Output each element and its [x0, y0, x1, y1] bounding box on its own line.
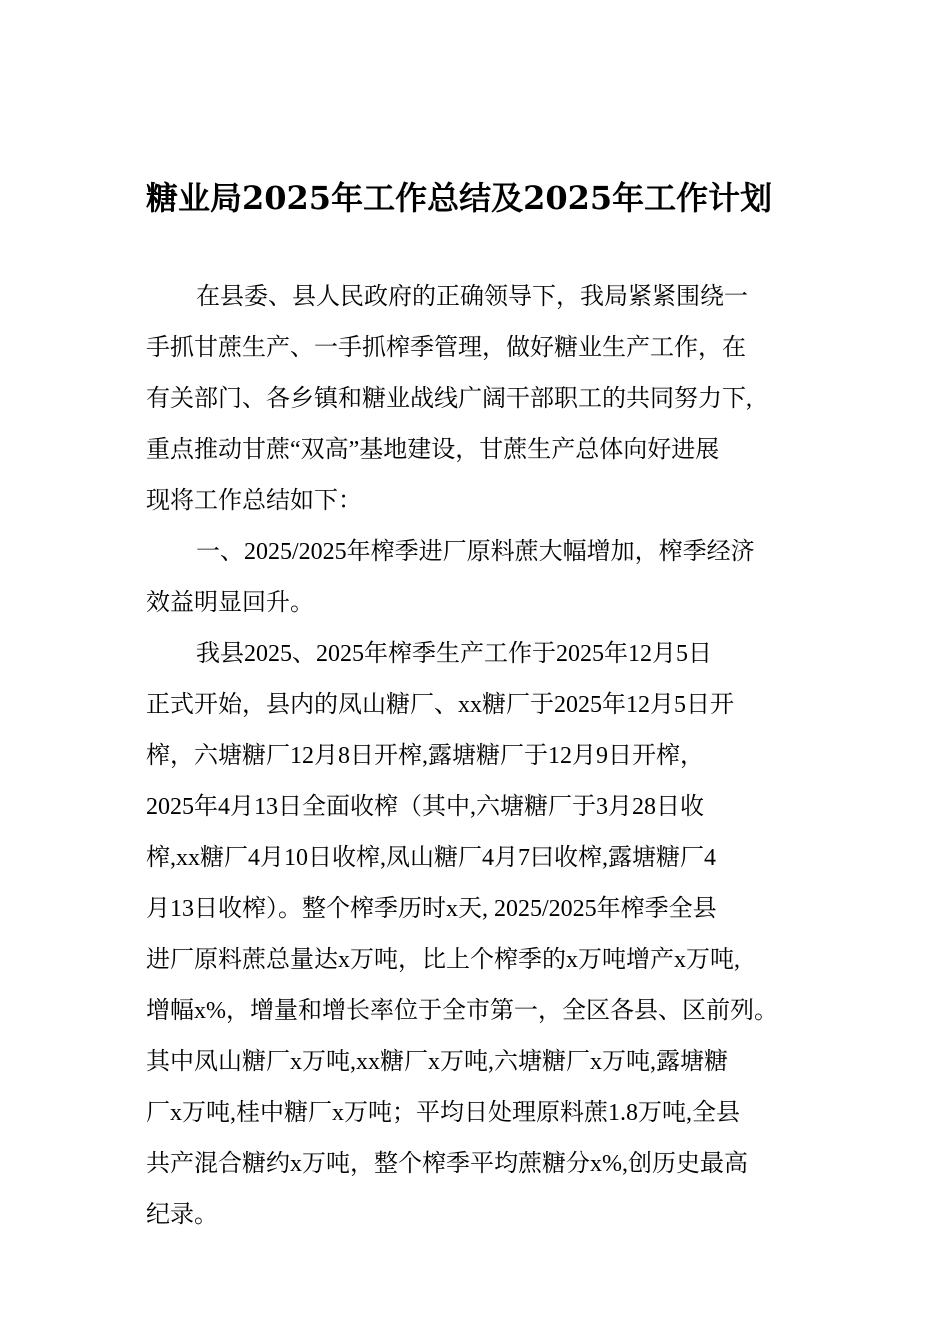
paragraph-line: 效益明显回升。 — [146, 590, 314, 616]
document-title: 糖业局2025年工作总结及2025年工作计划 — [146, 179, 773, 217]
paragraph-line: 我县2025、2025年榨季生产工作于2025年12月5日 — [196, 641, 712, 667]
paragraph-line: 重点推动甘蔗“双高”基地建设，甘蔗生产总体向好进展 — [146, 437, 720, 463]
paragraph-line: 正式开始，县内的凤山糖厂、xx糖厂于2025年12月5日开 — [146, 692, 734, 718]
paragraph-line: 月13日收榨）。整个榨季历时x天, 2025/2025年榨季全县 — [146, 896, 717, 922]
paragraph-line: 增幅x%，增量和增长率位于全市第一，全区各县、区前列。 — [146, 998, 778, 1024]
paragraph-line: 在县委、县人民政府的正确领导下，我局紧紧围绕一 — [196, 284, 748, 310]
paragraph-line: 一、2025/2025年榨季进厂原料蔗大幅增加，榨季经济 — [196, 539, 755, 565]
paragraph-details — [146, 629, 812, 1241]
paragraph-intro — [146, 272, 812, 527]
document-body — [146, 272, 812, 1241]
paragraph-line: 共产混合糖约x万吨，整个榨季平均蔗糖分x%,创历史最高 — [146, 1151, 748, 1177]
paragraph-line: 有关部门、各乡镇和糖业战线广阔干部职工的共同努力下, — [146, 386, 752, 412]
paragraph-line: 榨，六塘糖厂12月8日开榨,露塘糖厂于12月9日开榨， — [146, 743, 704, 769]
paragraph-line: 现将工作总结如下： — [146, 488, 362, 514]
paragraph-line: 纪录。 — [146, 1202, 218, 1228]
paragraph-line: 2025年4月13日全面收榨（其中,六塘糖厂于3月28日收 — [146, 794, 704, 820]
paragraph-line: 进厂原料蔗总量达x万吨，比上个榨季的x万吨增产x万吨, — [146, 947, 740, 973]
section-heading-1 — [146, 527, 812, 629]
paragraph-line: 手抓甘蔗生产、一手抓榨季管理，做好糖业生产工作，在 — [146, 335, 746, 361]
paragraph-line: 厂x万吨,桂中糖厂x万吨；平均日处理原料蔗1.8万吨,全县 — [146, 1100, 740, 1126]
paragraph-line: 其中凤山糖厂x万吨,xx糖厂x万吨,六塘糖厂x万吨,露塘糖 — [146, 1049, 728, 1075]
paragraph-line: 榨,xx糖厂4月10日收榨,凤山糖厂4月7曰收榨,露塘糖厂4 — [146, 845, 716, 871]
